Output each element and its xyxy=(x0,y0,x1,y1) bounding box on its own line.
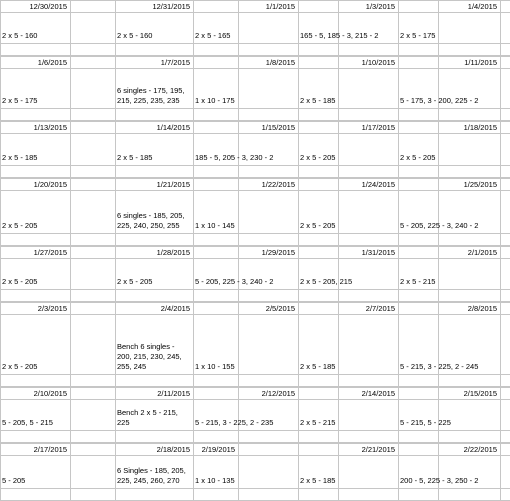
date-cell[interactable]: 2/7/2015 xyxy=(365,304,395,313)
grid-line xyxy=(0,233,510,234)
workout-value-cell[interactable]: Bench 6 singles - 200, 215, 230, 245, 255, 245 xyxy=(117,342,182,371)
workout-value-cell[interactable]: 2 x 5 - 205 xyxy=(400,153,436,162)
workout-value-cell[interactable]: 2 x 5 - 205, 215 xyxy=(300,277,353,286)
grid-line xyxy=(0,289,510,290)
workout-value-cell[interactable]: 1 x 10 - 175 xyxy=(195,96,235,105)
workout-value-cell[interactable]: 5 - 205, 5 - 215 xyxy=(2,418,53,427)
grid-line xyxy=(0,43,510,44)
date-cell[interactable]: 1/6/2015 xyxy=(37,58,67,67)
workout-value-cell[interactable]: 2 x 5 - 185 xyxy=(117,153,153,162)
date-cell[interactable]: 1/7/2015 xyxy=(160,58,190,67)
date-cell[interactable]: 2/17/2015 xyxy=(33,445,67,454)
workout-value-cell[interactable]: 6 Singles - 185, 205, 225, 245, 260, 270 xyxy=(117,466,186,485)
grid-line xyxy=(500,0,501,501)
date-cell[interactable]: 1/11/2015 xyxy=(464,58,497,67)
workout-value-cell[interactable]: 1 x 10 - 135 xyxy=(195,476,235,485)
date-cell[interactable]: 1/3/2015 xyxy=(365,2,395,11)
date-cell[interactable]: 1/28/2015 xyxy=(156,248,190,257)
date-cell[interactable]: 2/5/2015 xyxy=(265,304,295,313)
date-cell[interactable]: 1/29/2015 xyxy=(261,248,295,257)
date-cell[interactable]: 1/25/2015 xyxy=(463,180,497,189)
date-cell[interactable]: 2/1/2015 xyxy=(467,248,497,257)
date-cell[interactable]: 2/21/2015 xyxy=(361,445,395,454)
workout-value-cell[interactable]: 6 singles - 175, 195, 215, 225, 235, 235 xyxy=(117,86,185,105)
date-cell[interactable]: 1/15/2015 xyxy=(261,123,295,132)
date-cell[interactable]: 1/22/2015 xyxy=(261,180,295,189)
workout-value-cell[interactable]: 2 x 5 - 205 xyxy=(2,277,38,286)
workout-value-cell[interactable]: 2 x 5 - 185 xyxy=(2,153,38,162)
date-cell[interactable]: 2/18/2015 xyxy=(156,445,190,454)
date-cell[interactable]: 1/10/2015 xyxy=(361,58,395,67)
date-cell[interactable]: 1/21/2015 xyxy=(156,180,190,189)
workout-value-cell[interactable]: 2 x 5 - 205 xyxy=(2,221,38,230)
workout-value-cell[interactable]: 2 x 5 - 165 xyxy=(195,31,231,40)
date-cell[interactable]: 2/3/2015 xyxy=(37,304,67,313)
workout-value-cell[interactable]: 2 x 5 - 160 xyxy=(2,31,38,40)
workout-value-cell[interactable]: 2 x 5 - 185 xyxy=(300,476,336,485)
date-cell[interactable]: 2/12/2015 xyxy=(261,389,295,398)
grid-line xyxy=(0,374,510,375)
workout-value-cell[interactable]: 5 - 205, 225 - 3, 240 - 2 xyxy=(195,277,274,286)
date-cell[interactable]: 1/4/2015 xyxy=(467,2,497,11)
workout-value-cell[interactable]: 2 x 5 - 205 xyxy=(300,221,336,230)
workout-value-cell[interactable]: 2 x 5 - 185 xyxy=(300,96,336,105)
workout-value-cell[interactable]: 2 x 5 - 175 xyxy=(400,31,436,40)
date-cell[interactable]: 2/10/2015 xyxy=(33,389,67,398)
date-cell[interactable]: 12/31/2015 xyxy=(152,2,190,11)
date-cell[interactable]: 1/17/2015 xyxy=(361,123,395,132)
date-cell[interactable]: 2/8/2015 xyxy=(467,304,497,313)
grid-line xyxy=(0,488,510,489)
date-cell[interactable]: 2/14/2015 xyxy=(361,389,395,398)
workout-value-cell[interactable]: 2 x 5 - 215 xyxy=(300,418,336,427)
date-cell[interactable]: 1/8/2015 xyxy=(265,58,295,67)
date-cell[interactable]: 1/24/2015 xyxy=(361,180,395,189)
workout-value-cell[interactable]: 200 - 5, 225 - 3, 250 - 2 xyxy=(400,476,479,485)
date-cell[interactable]: 1/31/2015 xyxy=(361,248,395,257)
workout-value-cell[interactable]: 2 x 5 - 185 xyxy=(300,362,336,371)
date-cell[interactable]: 1/1/2015 xyxy=(265,2,295,11)
date-cell[interactable]: 2/19/2015 xyxy=(201,445,235,454)
date-cell[interactable]: 12/30/2015 xyxy=(29,2,67,11)
date-cell[interactable]: 1/27/2015 xyxy=(33,248,67,257)
workout-value-cell[interactable]: 2 x 5 - 160 xyxy=(117,31,153,40)
workout-value-cell[interactable]: 185 - 5, 205 - 3, 230 - 2 xyxy=(195,153,274,162)
workout-value-cell[interactable]: 165 - 5, 185 - 3, 215 - 2 xyxy=(300,31,379,40)
workout-value-cell[interactable]: 2 x 5 - 175 xyxy=(2,96,38,105)
grid-line xyxy=(0,108,510,109)
workout-value-cell[interactable]: 6 singles - 185, 205, 225, 240, 250, 255 xyxy=(117,211,185,230)
workout-value-cell[interactable]: 2 x 5 - 205 xyxy=(117,277,153,286)
workout-value-cell[interactable]: 5 - 175, 3 - 200, 225 - 2 xyxy=(400,96,479,105)
workout-value-cell[interactable]: 5 - 215, 3 - 225, 2 - 245 xyxy=(400,362,479,371)
workout-value-cell[interactable]: Bench 2 x 5 - 215, 225 xyxy=(117,408,178,427)
workout-value-cell[interactable]: 5 - 205 xyxy=(2,476,26,485)
workout-value-cell[interactable]: 5 - 215, 3 - 225, 2 - 235 xyxy=(195,418,274,427)
date-cell[interactable]: 1/20/2015 xyxy=(33,180,67,189)
grid-line xyxy=(0,165,510,166)
date-cell[interactable]: 1/18/2015 xyxy=(463,123,497,132)
date-cell[interactable]: 2/15/2015 xyxy=(463,389,497,398)
date-cell[interactable]: 1/14/2015 xyxy=(156,123,190,132)
grid-line xyxy=(0,430,510,431)
workout-value-cell[interactable]: 2 x 5 - 205 xyxy=(2,362,38,371)
workout-value-cell[interactable]: 1 x 10 - 155 xyxy=(195,362,235,371)
date-cell[interactable]: 2/22/2015 xyxy=(463,445,497,454)
workout-value-cell[interactable]: 5 - 205, 225 - 3, 240 - 2 xyxy=(400,221,479,230)
workout-value-cell[interactable]: 5 - 215, 5 - 225 xyxy=(400,418,451,427)
workout-value-cell[interactable]: 1 x 10 - 145 xyxy=(195,221,235,230)
date-cell[interactable]: 2/11/2015 xyxy=(157,389,190,398)
date-cell[interactable]: 1/13/2015 xyxy=(33,123,67,132)
workout-value-cell[interactable]: 2 x 5 - 205 xyxy=(300,153,336,162)
date-cell[interactable]: 2/4/2015 xyxy=(160,304,190,313)
workout-value-cell[interactable]: 2 x 5 - 215 xyxy=(400,277,436,286)
